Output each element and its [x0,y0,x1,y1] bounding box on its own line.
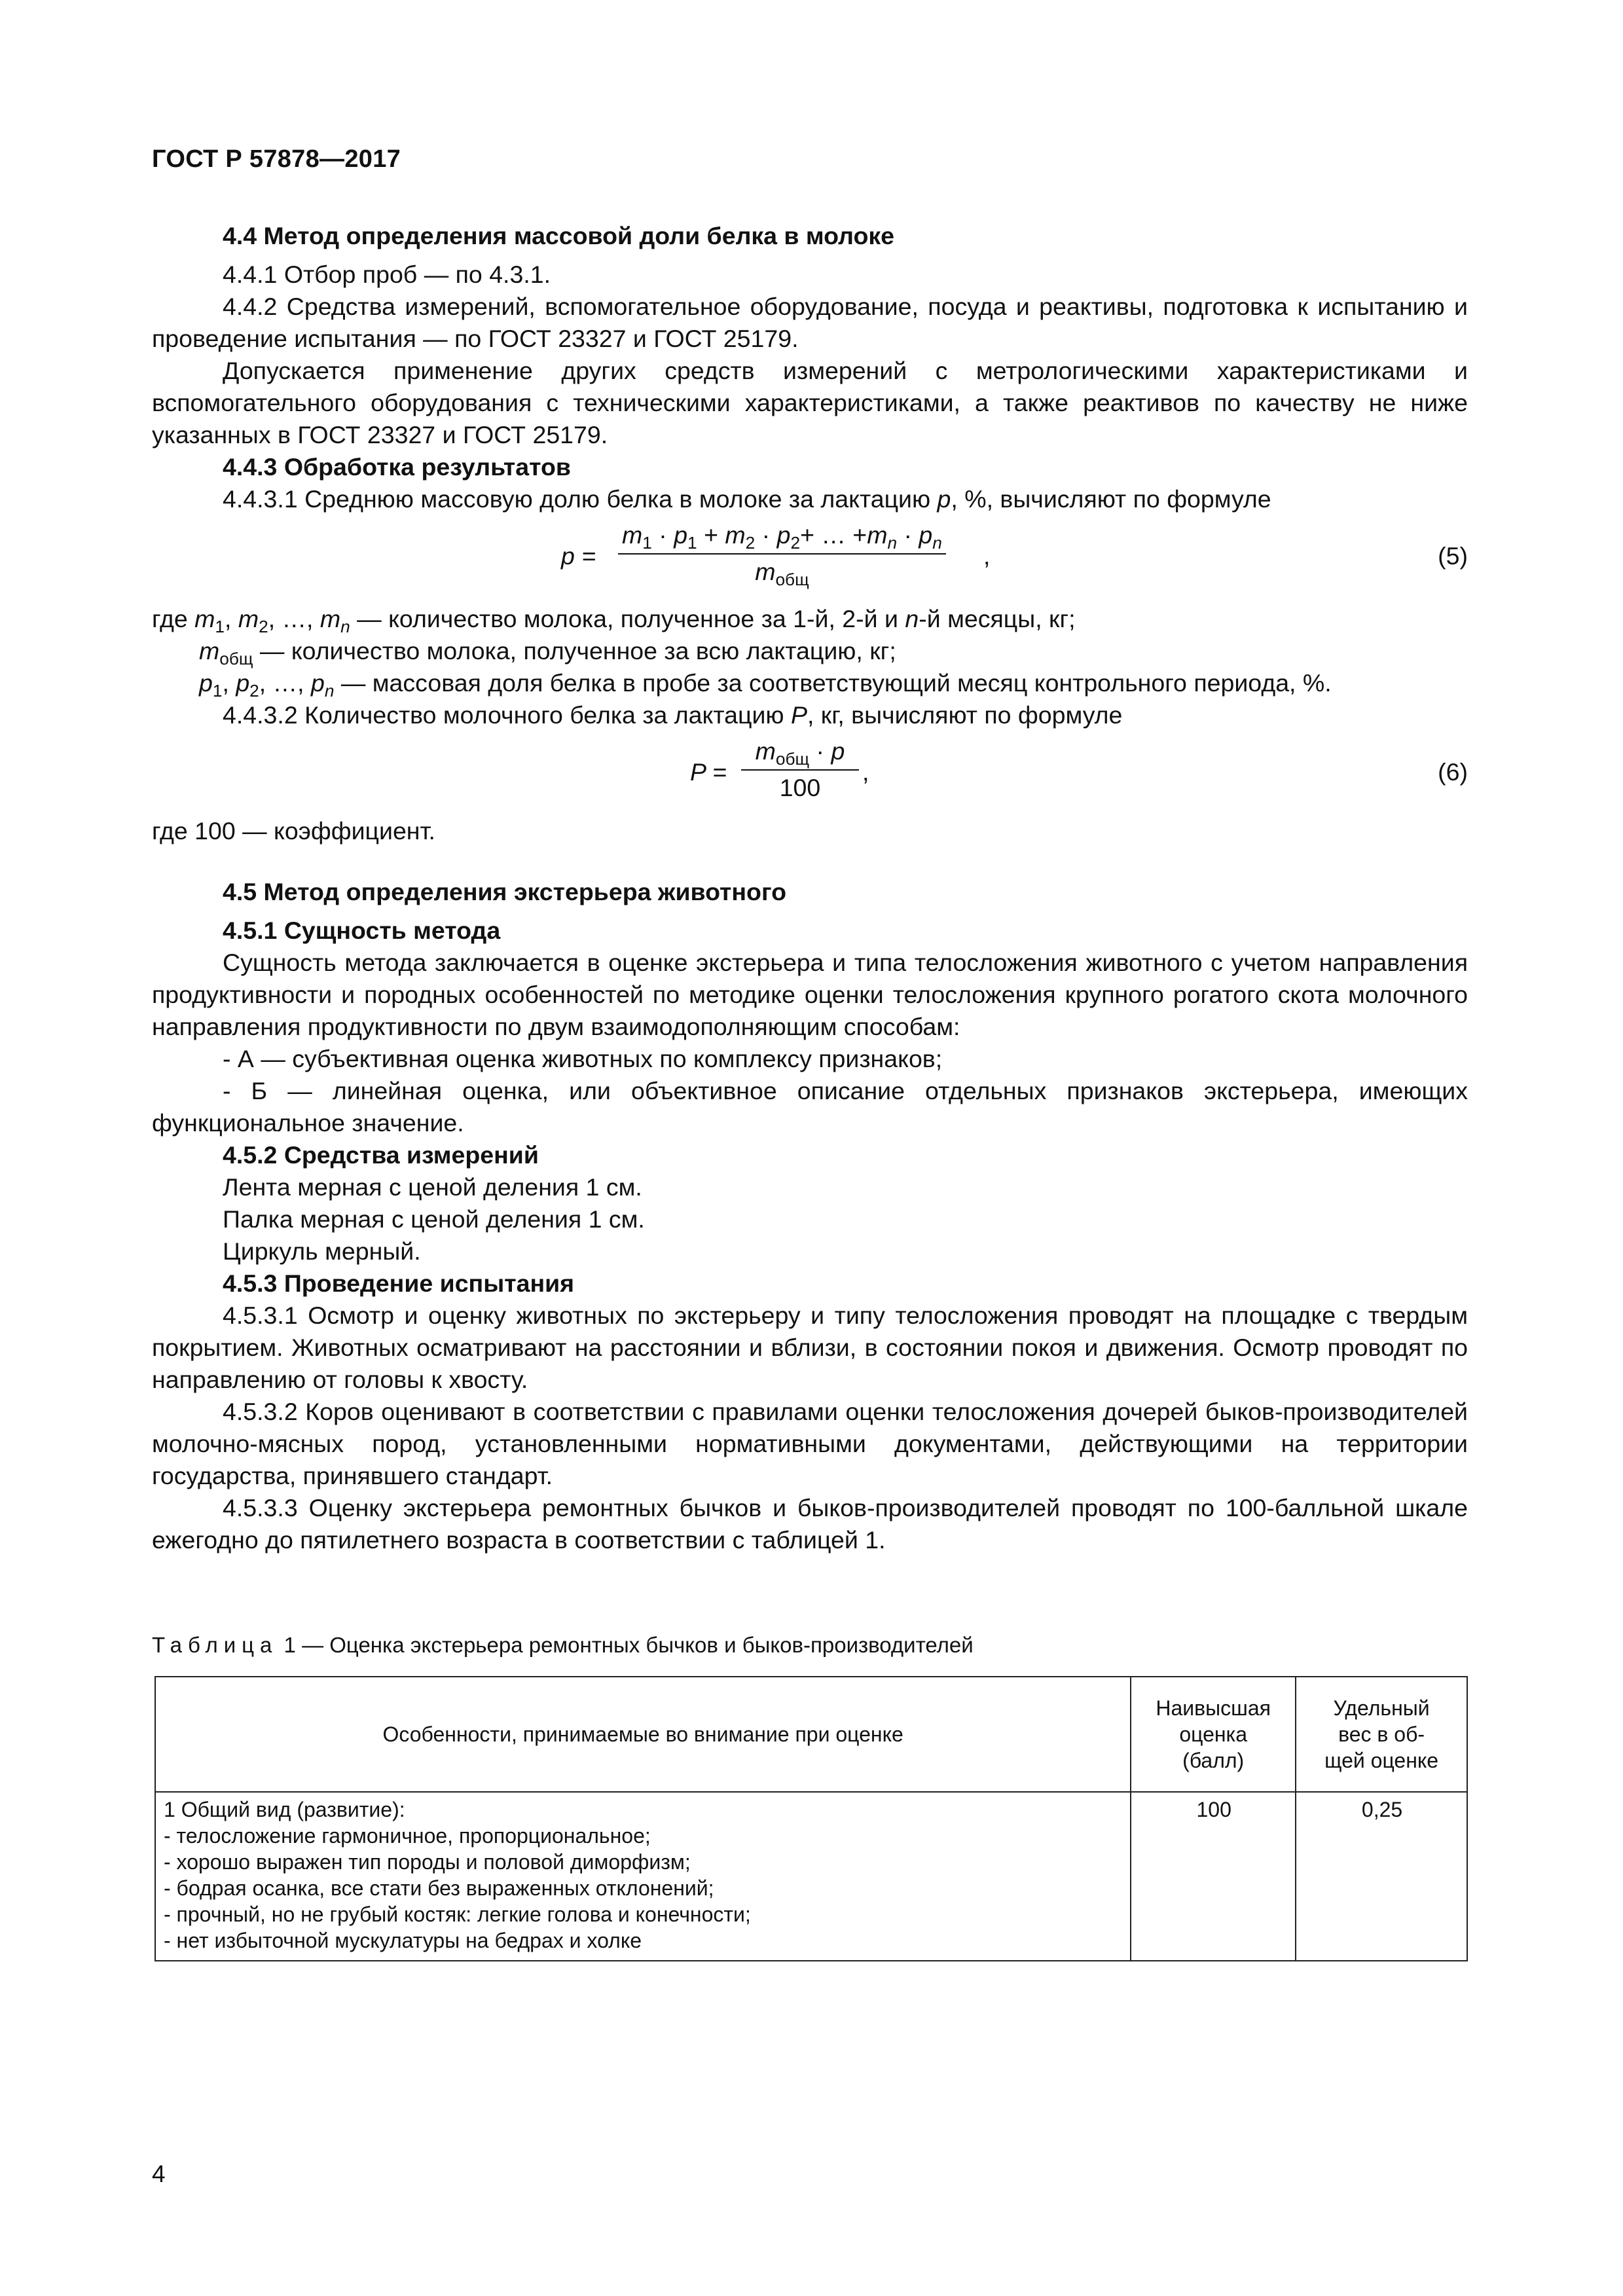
formula-6-where: где 100 — коэффициент. [152,817,435,845]
formula-5-fraction: $m_1 \cdot p_1 + m_2 \cdot p_2+$ … $+m_n \cdot p_n$ $m_{общ}$ [618,519,946,588]
paragraph-4-4-3-2: 4.4.3.2 Количество молочного белка за лактацию P, кг, вычисляют по формуле [223,701,1123,729]
paragraph-4-4-3-1: 4.4.3.1 Среднюю массовую долю белка в молоке за лактацию p, %, вычисляют по формуле [223,485,1271,513]
heading-4-5-3: 4.5.3 Проведение испытания [223,1269,575,1297]
paragraph-4-4-1: 4.4.1 Отбор проб — по 4.3.1. [223,261,551,288]
table-1-caption: Таблица 1 — Оценка экстерьера ремонтных бычков и быков-производителей [152,1633,974,1657]
formula-6-lhs: P = [690,758,727,786]
heading-4-5-2: 4.5.2 Средства измерений [223,1141,539,1169]
paragraph-4-5-3-1: 4.5.3.1 Осмотр и оценку животных по экстерьеру и типу телосложения проводят на площадке с твердым покрытием. Животных осматривают на расстоянии и вблизи, в состоянии покоя и движения. Осмотр проводят по направлению от головы к хвосту. [152,1302,1468,1393]
table-cell-weight: 0,25 [1296,1792,1467,1961]
table-row [155,1792,1467,1961]
formula-5-lhs: p = [561,542,596,570]
table-header-row [155,1677,1467,1792]
formula-5-where-3: $p_1$, $p_2$, …, $p_n$ — массовая доля белка в пробе за соответствующий месяц контрольного периода, %. [199,669,1332,701]
paragraph-4-4-2-allowed: Допускается применение других средств измерений с метрологическими характеристиками и вспомогательного оборудования с техническими характеристиками, а также реактивов по качеству не ниже указанных в ГОСТ 23327 и ГОСТ 25179. [152,357,1468,448]
paragraph-4-5-1: Сущность метода заключается в оценке экстерьера и типа телосложения животного с учетом направления продуктивности и породных особенностей по методике оценки телосложения крупного рогатого скота молочного направления продуктивности по двум взаимодополняющим способам: [152,949,1468,1040]
table-header-max-score: Наивысшая оценка (балл) [1131,1677,1296,1792]
document-body [152,220,1468,1556]
paragraph-4-4-2: 4.4.2 Средства измерений, вспомогательное оборудование, посуда и реактивы, подготовка к испытанию и проведение испытания — по ГОСТ 23327 и ГОСТ 25179. [152,293,1468,352]
table-1 [155,1676,1468,1961]
table-cell-features: 1 Общий вид (развитие): - телосложение гармоничное, пропорциональное; - хорошо выражен тип породы и половой диморфизм; - бодрая осанка, все стати без выраженных отклонений; - прочный, но не грубый костяк: легкие голова и конечности; - нет избыточной мускулатуры на бедрах и холке [155,1792,1131,1961]
formula-6: P = $m_{общ} \cdot p$ 100 , (6) [152,735,1468,812]
formula-6-number: (6) [1438,758,1468,786]
table-cell-score: 100 [1131,1792,1296,1961]
page-number: 4 [152,2160,166,2187]
formula-5-where-2: $m_{общ}$ — количество молока, полученное за всю лактацию, кг; [199,637,896,668]
formula-5: p = $m_1 \cdot p_1 + m_2 \cdot p_2+$ … $+m_n \cdot p_n$ $m_{общ}$ , (5) [152,519,1468,600]
table-header-weight: Удельный вес в об- щей оценке [1296,1677,1467,1792]
formula-5-number: (5) [1438,542,1468,570]
table-header-features: Особенности, принимаемые во внимание при оценке [155,1677,1131,1792]
heading-4-5-1: 4.5.1 Сущность метода [223,917,501,944]
list-item-b: - Б — линейная оценка, или объективное описание отдельных признаков экстерьера, имеющих функциональное значение. [152,1077,1468,1137]
list-item-a: - А — субъективная оценка животных по комплексу признаков; [223,1045,943,1072]
section-4-5-title: 4.5 Метод определения экстерьера животного [223,878,786,905]
formula-6-fraction: $m_{общ} \cdot p$ 100 [741,735,859,804]
document-header: ГОСТ Р 57878—2017 [152,145,401,173]
formula-5-where-1: где $m_1$, $m_2$, …, $m_n$ — количество молока, полученное за 1-й, 2-й и n-й месяцы, кг; [152,605,1076,636]
heading-4-4-3: 4.4.3 Обработка результатов [223,453,571,481]
paragraph-4-5-3-3: 4.5.3.3 Оценку экстерьера ремонтных бычков и быков-производителей проводят по 100-балльной шкале ежегодно до пятилетнего возраста в соответствии с таблицей 1. [152,1494,1468,1554]
section-4-4-title: 4.4 Метод определения массовой доли белка в молоке [223,222,894,249]
paragraph-4-5-3-2: 4.5.3.2 Коров оценивают в соответствии с правилами оценки телосложения дочерей быков-производителей молочно-мясных пород, установленными нормативными документами, действующими на территории государства, принявшего стандарт. [152,1398,1468,1489]
tool-compass: Циркуль мерный. [223,1237,421,1265]
tool-stick: Палка мерная с ценой деления 1 см. [223,1205,645,1233]
tool-tape: Лента мерная с ценой деления 1 см. [223,1173,642,1201]
